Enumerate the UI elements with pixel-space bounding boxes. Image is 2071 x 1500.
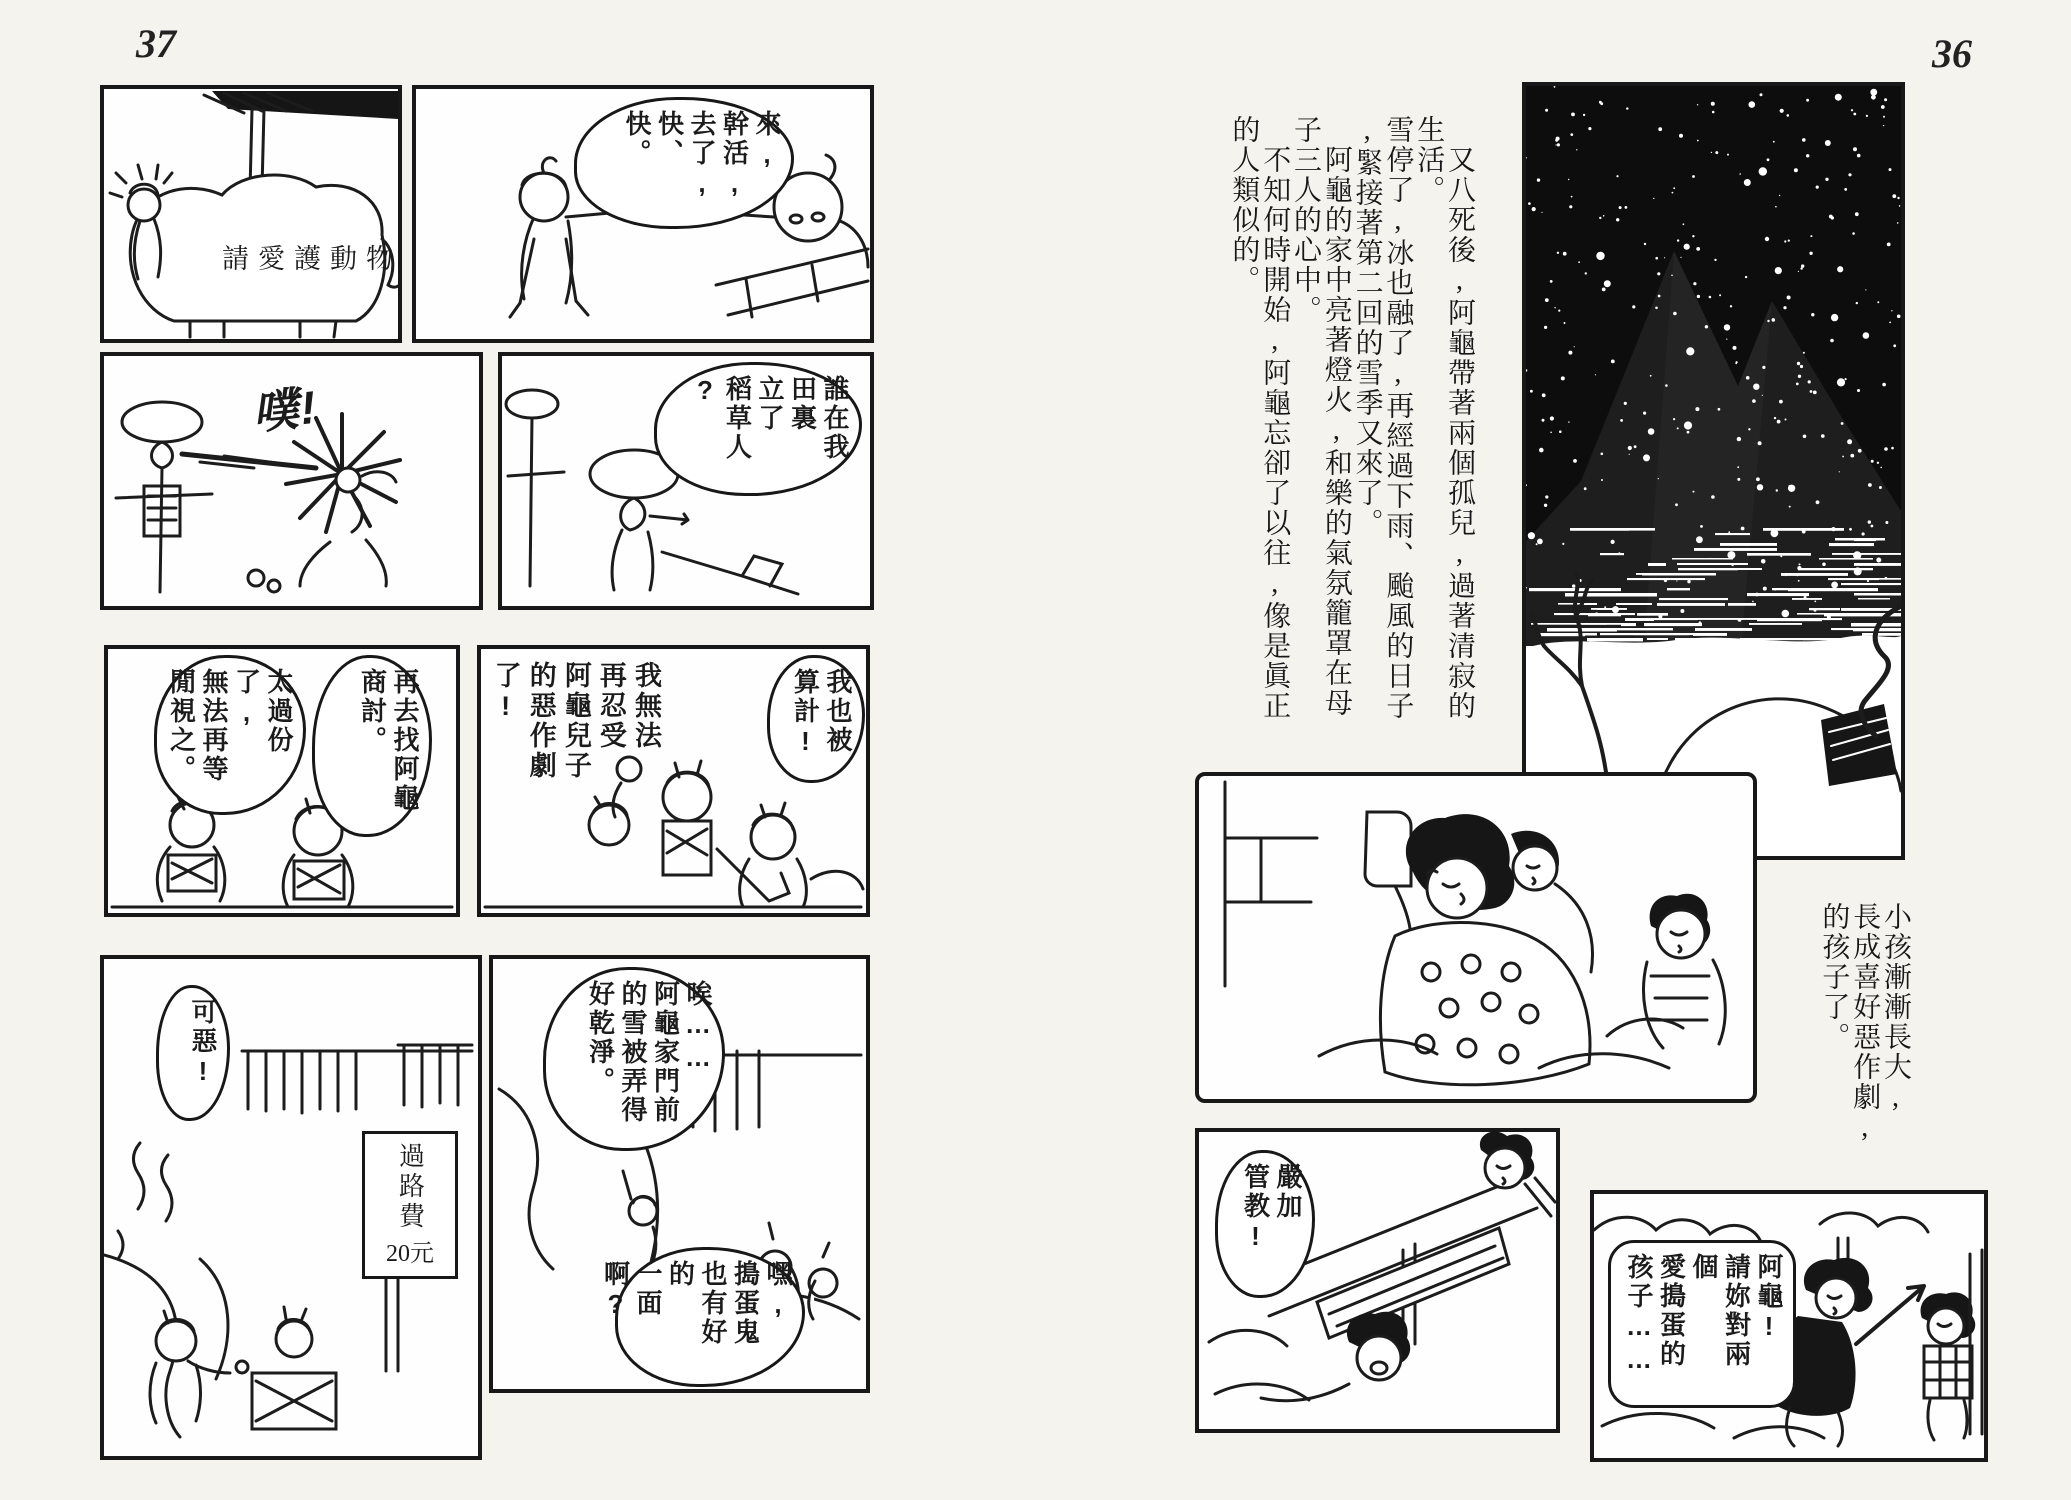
panel-please-discipline (1590, 1190, 1988, 1462)
narration-main: 又八死後,阿龜帶著兩個孤兒,過著清寂的 生活。 雪停了,冰也融了,再經過下雨、颱風的日子 ,緊接著第二回的雪季又來了。 阿龜的家中亮著燈火,和樂的氣氛籠罩在母 子三人的心中。 不知何時開始,阿龜忘卻了以往,像是眞正 的人類似的。 (1228, 115, 1475, 721)
speech-bubble-pull-cow: 來, 幹活, 去了, 快、 快。 (574, 97, 794, 229)
speech-bubble-snow-cleaned: 唉…… 阿龜家門前 的雪被弄得 好乾淨。 (543, 967, 725, 1151)
page-number-left: 37 (136, 21, 176, 66)
panel-strict-discipline (1195, 1128, 1560, 1433)
speech-bubble-find-akame: 再去找阿龜 商討。 (312, 655, 432, 837)
page-number-right: 36 (1932, 31, 1972, 76)
cow-sign-artwork (104, 89, 398, 339)
mother-children-artwork (1199, 776, 1753, 1099)
speech-bubble-me-too: 我也被 算計! (767, 655, 865, 783)
speech-bubble-damn: 可惡! (156, 985, 230, 1121)
panel-toll-booth (100, 955, 482, 1460)
toll-sign (362, 1131, 458, 1279)
panel-night-snow-scene (1522, 82, 1905, 860)
panel-scarecrow-prank (100, 352, 483, 610)
toll-sign-title: 過路費 (395, 1142, 425, 1232)
sfx-splash: 噗! (249, 380, 321, 440)
panel-mother-children (1195, 772, 1757, 1103)
speech-bubble-good-side: 嘿, 搗蛋鬼 也有好的 一面 啊? (615, 1247, 805, 1387)
toll-sign-price: 20元 (386, 1241, 434, 1267)
panel-cow-sign (100, 85, 402, 343)
narration-side: 小孩漸漸長大, 長成喜好惡作劇, 的孩子了。 (1818, 902, 1911, 1145)
panel-who-put-scarecrow (498, 352, 874, 610)
speech-bubble-who-scarecrow: 誰在我 田裏 立了 稻草人 ? (654, 362, 862, 496)
speech-bubble-discipline: 嚴加 管教! (1215, 1150, 1315, 1298)
caption-cannot-stand: 我無法 再忍受 阿龜兒子 的惡作劇 了! (490, 661, 661, 781)
cow-body-sign-text: 請愛護動物 (222, 244, 402, 274)
speech-bubble-too-much: 太過份 了, 無法再等 閒視之。 (154, 655, 306, 815)
panel-villagers-march (477, 645, 870, 917)
panel-pulling-cow (412, 85, 874, 343)
speech-bubble-please-discipline: 阿龜! 請妳對兩個 愛搗蛋的 孩子…… (1608, 1240, 1796, 1408)
night-snow-artwork (1526, 86, 1901, 856)
panel-clean-snow (489, 955, 870, 1393)
panel-villagers-discuss (104, 645, 460, 917)
